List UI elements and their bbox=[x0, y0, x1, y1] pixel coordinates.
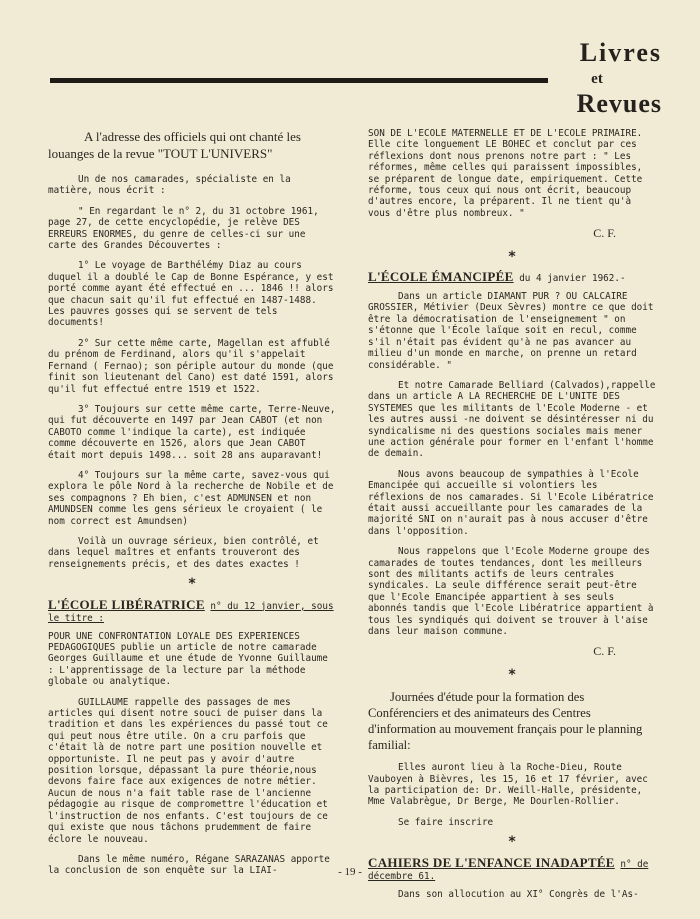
header-rule bbox=[50, 78, 548, 83]
review-heading bbox=[368, 271, 656, 285]
paragraph: Nous avons beaucoup de sympathies à l'Ecole Emancipée qui accueille si volontiers les réflexions de nos camarades. Si l'Ecole Libératrice était aussi accueillante pour les camarades de la majorité SNI on n'aurait pas à nous accuser d'être dans l'opposition. bbox=[368, 468, 654, 537]
paragraph: POUR UNE CONFRONTATION LOYALE DES EXPERIENCES PEDAGOGIQUES publie un article de notre camarade Georges Guillaume et une étude de Yvonne Guillaume : L'apprentissage de la lecture par la méthode globale ou analytique. bbox=[48, 630, 328, 688]
publication-issue: n° du 12 janvier, sous le titre : bbox=[48, 600, 334, 624]
paragraph: Se faire inscrire bbox=[398, 816, 494, 828]
section-separator: * bbox=[508, 248, 516, 265]
publication-issue: du 4 janvier 1962.- bbox=[519, 273, 626, 285]
left-column bbox=[48, 128, 336, 886]
paragraph: Dans son allocution au XI° Congrès de l'As- bbox=[398, 888, 639, 900]
right-column bbox=[368, 128, 656, 909]
paragraph: Un de nos camarades, spécialiste en la matière, nous écrit : bbox=[48, 174, 291, 197]
paragraph: 1° Le voyage de Barthélémy Diaz au cours duquel il a doublé le Cap de Bonne Espérance, y est porté comme ayant été effectué en ... 1846 !! alors que chacun sait qu'il fut effectué en 1487-1488. Les pauvres gosses qui se servent de tels documents! bbox=[48, 260, 334, 329]
section-separator: * bbox=[508, 834, 516, 851]
paragraph: Dans un article DIAMANT PUR ? OU CALCAIRE GROSSIER, Métivier (Deux Sèvres) montre ce que doit être la démocratisation de l'enseignement " on s'étonne que l'École laïque soit en recul, comme s'il n'était pas évident qu'à ne pas avancer au milieu d'un monde en marche, on prenne un retard considérable. " bbox=[368, 291, 654, 371]
paragraph: SON DE L'ECOLE MATERNELLE ET DE L'ECOLE PRIMAIRE. Elle cite longuement LE BOHEC et conclut par ces réflexions dont nous prenons notre part : " Les réformes, même celles qui paraissent impossibles, se préparent de longue date, empiriquement. Cette réforme, tous ceux qui nous ont écrit, beaucoup d'autres encore, la préparent. Il ne tient qu'à vous d'être plus nombreux. " bbox=[368, 128, 643, 219]
paragraph: GUILLAUME rappelle des passages de mes articles qui disent notre souci de puiser dans la tradition et dans les expériences du passé tout ce qui peut nous être utile. On a cru parfois que c'était là de notre part une position nouvelle et opportuniste. Il ne peut pas y avoir d'autre position lorsque, dépassant la pure théorie,nous devons faire face aux exigences de notre métier. Aucun de nous n'a fait table rase de l'ancienne pédagogie au risque de compromettre l'éducation et l'instruction de nos enfants. C'est toujours de ce qui existe que nous tâchons prudemment de faire éclore le nouveau. bbox=[48, 696, 328, 845]
paragraph: 3° Toujours sur cette même carte, Terre-Neuve, qui fut découverte en 1497 par Jean CABOT (et non CABOTO comme l'indique la carte), est indiquée comme découverte en 1526, alors que Jean CABOT était mort depuis 1498... soit 28 ans auparavant! bbox=[48, 403, 336, 461]
signature: C. F. bbox=[593, 644, 616, 659]
paragraph: 4° Toujours sur la même carte, savez-vous qui explora le pôle Nord à la recherche de Nobile et de ses compagnons ? Eh bien, c'est ADMUNSEN et non AMUNDSEN comme les gens sérieux le croyaient ( le nom correct est Amundsen) bbox=[48, 469, 334, 527]
paragraph: Dans le même numéro, Régane SARAZANAS apporte la conclusion de son enquête sur la LIAI- bbox=[48, 853, 330, 877]
title-line-2: et bbox=[591, 71, 603, 87]
publication-name: L'ÉCOLE ÉMANCIPÉE bbox=[368, 269, 514, 285]
signature: C. F. bbox=[593, 226, 616, 241]
publication-name: CAHIERS DE L'ENFANCE INADAPTÉE bbox=[368, 854, 615, 870]
page-number: - 19 - bbox=[338, 866, 362, 878]
paragraph: 2° Sur cette même carte, Magellan est affublé du prénom de Ferdinand, alors qu'il s'appelait Fernand ( Fernao); son périple autour du monde (que finit son lieutenant del Cano) est daté 1591, alors qu'il fut effectué entre 1519 et 1522. bbox=[48, 337, 334, 395]
title-line-3: Revues bbox=[576, 89, 662, 118]
section-title bbox=[532, 40, 662, 117]
announcement-heading: Journées d'étude pour la formation des Conférenciers et des animateurs des Centres d'information au mouvement français pour le planning familial: bbox=[368, 690, 643, 753]
paragraph: Elles auront lieu à la Roche-Dieu, Route Vauboyen à Bièvres, les 15, 16 et 17 février, avec la participation de: Dr. Weill-Halle, présidente, Mme Valabrègue, Dr Berge, Me Dourlen-Rollier. bbox=[368, 762, 648, 808]
section-separator: * bbox=[508, 666, 516, 683]
paragraph: Nous rappelons que l'Ecole Moderne groupe des camarades de toutes tendances, dont les meilleurs sont des militants actifs de leurs centrales syndicales. La seule différence serait peut-être que l'Ecole Emancipée appartient à ses seuls abonnés tandis que l'Ecole Libératrice appartient à tous les syndiqués qui doivent se trouver à l'aise dans leur maison commune. bbox=[368, 546, 654, 638]
title-line-1: Livres bbox=[579, 38, 662, 67]
section-separator: * bbox=[188, 576, 196, 593]
publication-issue: n° de décembre 61. bbox=[368, 858, 649, 882]
paragraph: Voilà un ouvrage sérieux, bien contrôlé, et dans lequel maîtres et enfants trouveront des renseignements précis, et des dates exactes ! bbox=[48, 535, 319, 570]
lead-paragraph: A l'adresse des officiels qui ont chanté les louanges de la revue "TOUT L'UNIVERS" bbox=[48, 129, 301, 161]
paragraph: " En regardant le n° 2, du 31 octobre 1961, page 27, de cette encyclopédie, je relève DES ERREURS ENORMES, du genre de celles-ci sur une carte des Grandes Découvertes : bbox=[48, 205, 319, 252]
review-heading bbox=[48, 596, 336, 625]
paragraph: Et notre Camarade Belliard (Calvados),rappelle dans un article A LA RECHERCHE DE L'UNITE DES SYSTEMES que les militants de l'Ecole Moderne - et les autres aussi -ne doivent se désintéresser ni du syndicalisme ni des questions sociales mais mener une action générale pour former en l'enfant l'homme de demain. bbox=[368, 379, 656, 460]
publication-name: L'ÉCOLE LIBÉRATRICE bbox=[48, 596, 205, 612]
